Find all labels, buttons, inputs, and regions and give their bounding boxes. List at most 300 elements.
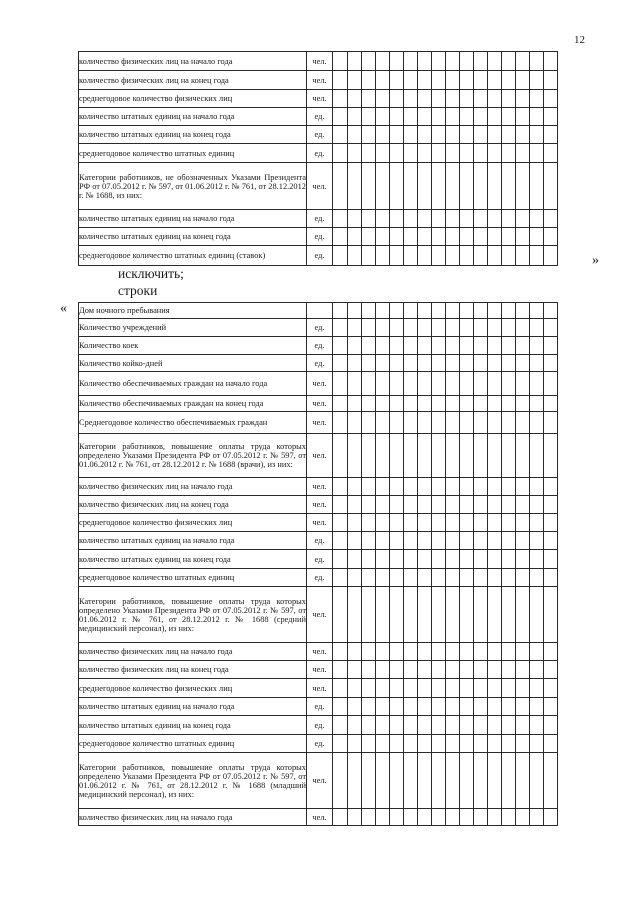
data-cell xyxy=(348,643,362,661)
data-cell xyxy=(348,355,362,372)
data-cell xyxy=(333,303,348,319)
data-cell xyxy=(544,679,558,698)
data-cell xyxy=(390,532,404,550)
data-cell xyxy=(418,412,432,434)
row-label-cell xyxy=(79,550,307,569)
data-cell xyxy=(333,514,348,532)
data-cell xyxy=(530,569,544,587)
data-cell xyxy=(348,396,362,412)
data-cell xyxy=(432,514,446,532)
data-cell xyxy=(390,753,404,809)
data-cell xyxy=(544,163,558,210)
data-cell xyxy=(404,228,418,246)
data-cell xyxy=(432,108,446,126)
data-cell xyxy=(516,569,530,587)
data-cell xyxy=(418,303,432,319)
data-cell xyxy=(502,569,516,587)
row-unit: ед. xyxy=(307,355,333,372)
data-cell xyxy=(376,355,390,372)
data-cell xyxy=(418,355,432,372)
data-cell xyxy=(362,372,376,396)
data-cell xyxy=(530,210,544,228)
table-row xyxy=(79,550,558,569)
data-cell xyxy=(474,108,488,126)
data-cell xyxy=(333,496,348,514)
data-cell xyxy=(432,698,446,716)
table-row xyxy=(79,52,558,71)
data-cell xyxy=(348,90,362,108)
data-cell xyxy=(432,337,446,355)
row-unit: ед. xyxy=(307,735,333,753)
row-label-cell xyxy=(79,434,307,478)
data-cell xyxy=(376,735,390,753)
data-cell xyxy=(348,679,362,698)
row-label-cell xyxy=(79,569,307,587)
row-label: количество штатных единиц на начало года xyxy=(79,214,235,223)
data-cell xyxy=(516,52,530,71)
data-cell xyxy=(390,496,404,514)
data-cell xyxy=(404,679,418,698)
data-cell xyxy=(544,550,558,569)
data-cell xyxy=(390,396,404,412)
data-cell xyxy=(418,661,432,679)
data-cell xyxy=(530,337,544,355)
table-row xyxy=(79,210,558,228)
data-cell xyxy=(348,108,362,126)
data-cell xyxy=(446,716,460,735)
data-cell xyxy=(474,643,488,661)
data-cell xyxy=(376,679,390,698)
data-cell xyxy=(460,496,474,514)
data-cell xyxy=(446,396,460,412)
table-row xyxy=(79,144,558,163)
data-cell xyxy=(333,52,348,71)
data-cell xyxy=(390,643,404,661)
data-cell xyxy=(530,412,544,434)
data-cell xyxy=(333,396,348,412)
row-label-cell xyxy=(79,372,307,396)
data-cell xyxy=(460,108,474,126)
data-cell xyxy=(544,809,558,826)
row-unit: чел. xyxy=(307,90,333,108)
data-cell xyxy=(333,319,348,337)
data-cell xyxy=(488,753,502,809)
data-cell xyxy=(376,210,390,228)
data-cell xyxy=(516,478,530,496)
data-cell xyxy=(390,210,404,228)
data-cell xyxy=(460,210,474,228)
data-cell xyxy=(333,679,348,698)
row-unit: чел. xyxy=(307,412,333,434)
row-label-cell xyxy=(79,163,307,210)
row-label-cell xyxy=(79,412,307,434)
data-cell xyxy=(544,126,558,144)
row-label: количество физических лиц на начало года xyxy=(79,482,233,491)
data-cell xyxy=(516,228,530,246)
data-cell xyxy=(404,643,418,661)
data-cell xyxy=(333,372,348,396)
data-cell xyxy=(362,319,376,337)
table-row xyxy=(79,569,558,587)
data-cell xyxy=(502,52,516,71)
table-row xyxy=(79,478,558,496)
data-cell xyxy=(488,434,502,478)
data-cell xyxy=(530,809,544,826)
data-cell xyxy=(390,514,404,532)
data-cell xyxy=(376,52,390,71)
data-cell xyxy=(432,587,446,643)
data-cell xyxy=(502,532,516,550)
data-cell xyxy=(446,126,460,144)
data-cell xyxy=(362,434,376,478)
data-cell xyxy=(432,163,446,210)
table-row xyxy=(79,163,558,210)
data-cell xyxy=(362,71,376,90)
data-cell xyxy=(474,569,488,587)
row-label-cell xyxy=(79,319,307,337)
data-cell xyxy=(362,144,376,163)
data-cell xyxy=(544,108,558,126)
data-cell xyxy=(390,108,404,126)
data-cell xyxy=(460,735,474,753)
data-cell xyxy=(333,587,348,643)
data-cell xyxy=(348,303,362,319)
data-cell xyxy=(418,532,432,550)
data-cell xyxy=(432,372,446,396)
data-cell xyxy=(474,163,488,210)
data-cell xyxy=(362,246,376,266)
table-row xyxy=(79,372,558,396)
data-cell xyxy=(418,228,432,246)
row-unit: ед. xyxy=(307,550,333,569)
row-label: Категории работников, повышение оплаты труда которых определено Указами Президента РФ от 07.05.2012 г. № 597, от 01.06.2012 г. № 761, от 28.12.2012 г. № 1688 (младший медицинский персонал), из них: xyxy=(79,762,306,799)
data-cell xyxy=(488,144,502,163)
data-cell xyxy=(530,228,544,246)
data-cell xyxy=(390,126,404,144)
data-cell xyxy=(418,108,432,126)
row-label: количество штатных единиц на конец года xyxy=(79,720,231,730)
data-cell xyxy=(544,532,558,550)
data-cell xyxy=(432,319,446,337)
data-cell xyxy=(390,90,404,108)
data-cell xyxy=(362,587,376,643)
row-label: количество физических лиц на начало года xyxy=(79,812,233,822)
row-label-cell xyxy=(79,52,307,71)
data-cell xyxy=(362,661,376,679)
row-unit: ед. xyxy=(307,246,333,266)
data-cell xyxy=(432,496,446,514)
row-unit: ед. xyxy=(307,210,333,228)
data-cell xyxy=(544,412,558,434)
data-cell xyxy=(516,434,530,478)
row-unit: чел. xyxy=(307,372,333,396)
data-cell xyxy=(390,228,404,246)
data-cell xyxy=(488,108,502,126)
closing-quote: » xyxy=(592,253,599,268)
row-label: среднегодовое количество штатных единиц xyxy=(79,739,235,748)
data-cell xyxy=(348,412,362,434)
data-cell xyxy=(432,661,446,679)
data-cell xyxy=(502,550,516,569)
data-cell xyxy=(348,319,362,337)
table-row xyxy=(79,71,558,90)
row-label-cell xyxy=(79,478,307,496)
data-cell xyxy=(530,355,544,372)
data-cell xyxy=(333,71,348,90)
data-cell xyxy=(446,163,460,210)
table-row xyxy=(79,355,558,372)
data-cell xyxy=(530,319,544,337)
row-label-cell xyxy=(79,303,307,319)
data-cell xyxy=(516,753,530,809)
data-cell xyxy=(432,303,446,319)
data-cell xyxy=(446,210,460,228)
data-cell xyxy=(516,661,530,679)
data-cell xyxy=(516,396,530,412)
row-unit: чел. xyxy=(307,587,333,643)
data-cell xyxy=(544,90,558,108)
data-cell xyxy=(446,108,460,126)
data-cell xyxy=(418,569,432,587)
data-cell xyxy=(418,337,432,355)
data-cell xyxy=(488,661,502,679)
data-cell xyxy=(544,496,558,514)
data-cell xyxy=(516,90,530,108)
table-row xyxy=(79,108,558,126)
data-cell xyxy=(376,587,390,643)
data-cell xyxy=(460,753,474,809)
data-cell xyxy=(488,126,502,144)
row-label-cell xyxy=(79,108,307,126)
data-cell xyxy=(418,550,432,569)
row-label-cell xyxy=(79,144,307,163)
data-cell xyxy=(376,698,390,716)
data-cell xyxy=(418,163,432,210)
data-cell xyxy=(516,716,530,735)
data-cell xyxy=(376,246,390,266)
data-cell xyxy=(348,569,362,587)
row-label-cell xyxy=(79,735,307,753)
data-cell xyxy=(446,587,460,643)
data-cell xyxy=(446,661,460,679)
data-cell xyxy=(488,90,502,108)
data-cell xyxy=(348,144,362,163)
data-cell xyxy=(432,478,446,496)
data-cell xyxy=(530,532,544,550)
data-cell xyxy=(348,71,362,90)
data-cell xyxy=(488,698,502,716)
data-cell xyxy=(446,52,460,71)
data-cell xyxy=(404,108,418,126)
table-row xyxy=(79,246,558,266)
data-cell xyxy=(474,126,488,144)
table-row xyxy=(79,514,558,532)
data-cell xyxy=(446,532,460,550)
row-label: Количество койко-дней xyxy=(79,358,163,368)
data-cell xyxy=(460,698,474,716)
data-cell xyxy=(488,228,502,246)
data-cell xyxy=(488,337,502,355)
row-label: Количество обеспечиваемых граждан на начало года xyxy=(79,379,268,388)
data-cell xyxy=(488,478,502,496)
data-cell xyxy=(544,434,558,478)
data-cell xyxy=(390,71,404,90)
indicators-table-2 xyxy=(78,302,558,826)
data-cell xyxy=(488,514,502,532)
data-cell xyxy=(362,753,376,809)
data-cell xyxy=(348,716,362,735)
data-cell xyxy=(446,144,460,163)
table-row xyxy=(79,496,558,514)
data-cell xyxy=(544,514,558,532)
data-cell xyxy=(404,144,418,163)
data-cell xyxy=(348,698,362,716)
data-cell xyxy=(376,809,390,826)
data-cell xyxy=(390,587,404,643)
data-cell xyxy=(446,246,460,266)
data-cell xyxy=(544,396,558,412)
data-cell xyxy=(460,228,474,246)
row-unit: чел. xyxy=(307,434,333,478)
data-cell xyxy=(446,372,460,396)
instruction-rows: строки xyxy=(118,283,158,298)
row-unit: ед. xyxy=(307,126,333,144)
data-cell xyxy=(516,355,530,372)
data-cell xyxy=(530,514,544,532)
data-cell xyxy=(418,319,432,337)
data-cell xyxy=(362,569,376,587)
data-cell xyxy=(348,496,362,514)
row-label-cell xyxy=(79,716,307,735)
data-cell xyxy=(474,434,488,478)
data-cell xyxy=(474,90,488,108)
data-cell xyxy=(460,372,474,396)
data-cell xyxy=(404,716,418,735)
data-cell xyxy=(474,735,488,753)
data-cell xyxy=(376,661,390,679)
data-cell xyxy=(376,303,390,319)
data-cell xyxy=(530,478,544,496)
data-cell xyxy=(362,412,376,434)
row-label: количество штатных единиц на конец года xyxy=(79,130,231,139)
row-label: количество физических лиц на конец года xyxy=(79,75,229,85)
row-label-cell xyxy=(79,643,307,661)
data-cell xyxy=(348,532,362,550)
data-cell xyxy=(544,303,558,319)
data-cell xyxy=(348,434,362,478)
data-cell xyxy=(502,163,516,210)
data-cell xyxy=(516,735,530,753)
data-cell xyxy=(390,412,404,434)
data-cell xyxy=(404,532,418,550)
row-unit: чел. xyxy=(307,643,333,661)
data-cell xyxy=(418,52,432,71)
data-cell xyxy=(333,434,348,478)
table-row xyxy=(79,126,558,144)
row-label: количество физических лиц на начало года xyxy=(79,56,233,66)
data-cell xyxy=(376,532,390,550)
data-cell xyxy=(502,246,516,266)
row-label: среднегодовое количество штатных единиц (ставок) xyxy=(79,251,266,260)
data-cell xyxy=(488,396,502,412)
data-cell xyxy=(488,587,502,643)
row-label: количество штатных единиц на конец года xyxy=(79,232,231,241)
row-unit: чел. xyxy=(307,679,333,698)
data-cell xyxy=(460,478,474,496)
data-cell xyxy=(333,228,348,246)
data-cell xyxy=(460,569,474,587)
data-cell xyxy=(446,412,460,434)
row-label-cell xyxy=(79,90,307,108)
data-cell xyxy=(333,144,348,163)
data-cell xyxy=(516,643,530,661)
data-cell xyxy=(404,163,418,210)
data-cell xyxy=(376,643,390,661)
data-cell xyxy=(432,210,446,228)
data-cell xyxy=(390,478,404,496)
data-cell xyxy=(432,532,446,550)
data-cell xyxy=(432,71,446,90)
data-cell xyxy=(460,303,474,319)
data-cell xyxy=(488,355,502,372)
data-cell xyxy=(544,52,558,71)
data-cell xyxy=(432,126,446,144)
row-label-cell xyxy=(79,396,307,412)
data-cell xyxy=(362,355,376,372)
data-cell xyxy=(432,569,446,587)
table-row xyxy=(79,643,558,661)
data-cell xyxy=(446,698,460,716)
data-cell xyxy=(488,716,502,735)
instruction-exclude: исключить; xyxy=(118,266,184,281)
row-unit xyxy=(307,303,333,319)
data-cell xyxy=(488,210,502,228)
data-cell xyxy=(460,71,474,90)
data-cell xyxy=(544,716,558,735)
data-cell xyxy=(460,716,474,735)
data-cell xyxy=(446,753,460,809)
data-cell xyxy=(333,337,348,355)
data-cell xyxy=(362,532,376,550)
data-cell xyxy=(432,434,446,478)
data-cell xyxy=(362,679,376,698)
table-row xyxy=(79,532,558,550)
data-cell xyxy=(446,679,460,698)
row-unit: ед. xyxy=(307,532,333,550)
row-label: Категории работников, не обозначенных Указами Президента РФ от 07.05.2012 г. № 597, от 01.06.2012 г. № 761, от 28.12.2012 г. № 1688, из них: xyxy=(79,172,306,200)
data-cell xyxy=(376,372,390,396)
row-label-cell xyxy=(79,698,307,716)
table-row xyxy=(79,303,558,319)
data-cell xyxy=(333,716,348,735)
data-cell xyxy=(376,228,390,246)
row-unit: чел. xyxy=(307,661,333,679)
data-cell xyxy=(488,319,502,337)
row-unit: ед. xyxy=(307,337,333,355)
data-cell xyxy=(502,716,516,735)
data-cell xyxy=(376,412,390,434)
data-cell xyxy=(516,679,530,698)
data-cell xyxy=(530,753,544,809)
data-cell xyxy=(446,71,460,90)
data-cell xyxy=(544,753,558,809)
data-cell xyxy=(544,71,558,90)
data-cell xyxy=(460,643,474,661)
data-cell xyxy=(333,809,348,826)
row-label: Категории работников, повышение оплаты труда которых определено Указами Президента РФ от 07.05.2012 г. № 597, от 01.06.2012 г. № 761, от 28.12.2012 г. № 1688 (средний медицинский персонал), из них: xyxy=(79,596,306,633)
data-cell xyxy=(376,90,390,108)
data-cell xyxy=(502,698,516,716)
